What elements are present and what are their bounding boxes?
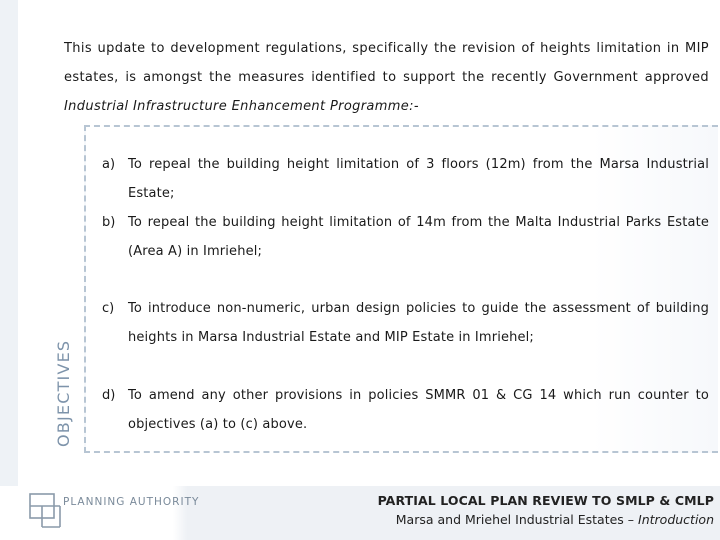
objective-text: To amend any other provisions in policies SMMR 01 & CG 14 which run counter to objectives (a) to (c) above. xyxy=(128,388,709,432)
logo-text: PLANNING AUTHORITY xyxy=(63,496,200,508)
objective-marker: d) xyxy=(102,388,116,403)
intro-paragraph xyxy=(64,34,709,121)
intro-text: This update to development regulations, specifically the revision of heights limitation in MIP estates, is amongst the measures identified to support the recently Government approved xyxy=(64,41,709,85)
objective-text: To repeal the building height limitation of 14m from the Malta Industrial Parks Estate (Area A) in Imriehel; xyxy=(128,215,709,259)
objective-text: To repeal the building height limitation of 3 floors (12m) from the Marsa Industrial Estate; xyxy=(128,157,709,201)
objective-item-c xyxy=(102,294,709,352)
footer-subtitle-main: Marsa and Mriehel Industrial Estates – xyxy=(395,512,639,527)
objective-marker: b) xyxy=(102,215,116,230)
footer-subtitle-italic: Introduction xyxy=(638,512,714,527)
programme-name: Industrial Infrastructure Enhancement Programme:- xyxy=(64,99,419,114)
footer-title: PARTIAL LOCAL PLAN REVIEW TO SMLP & CMLP xyxy=(377,493,714,508)
objective-marker: c) xyxy=(102,301,115,316)
objective-text: To introduce non-numeric, urban design policies to guide the assessment of building heights in Marsa Industrial Estate and MIP Estate in Imriehel; xyxy=(128,301,709,345)
objective-item-a xyxy=(102,150,709,208)
objective-marker: a) xyxy=(102,157,116,172)
planning-authority-logo-icon xyxy=(29,493,61,528)
objectives-label: OBJECTIVES xyxy=(54,339,73,447)
objective-item-d xyxy=(102,381,709,439)
left-margin-strip xyxy=(0,0,18,540)
footer-subtitle xyxy=(396,512,714,527)
objective-item-b xyxy=(102,208,709,266)
